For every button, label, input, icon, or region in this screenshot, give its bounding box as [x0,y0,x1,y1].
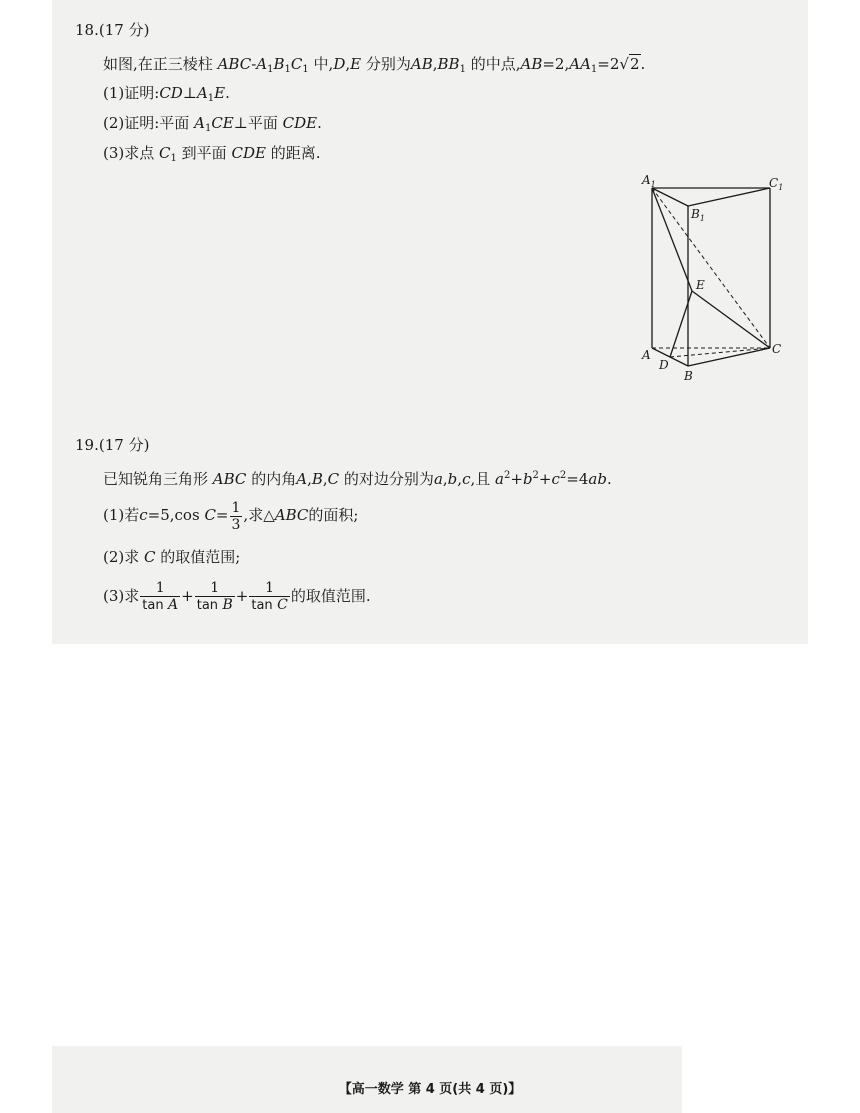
q18-part2: (2)证明:平面 $A_1CE\perp$平面 CDE. [103,114,322,134]
label-c1: $C_1$ [769,176,784,192]
prism-figure [636,170,786,388]
fraction-1-over-tan-c: $\frac{1}{\text{tan C}}$ [251,580,288,613]
label-e: E [696,278,705,292]
label-b1: $B_1$ [691,207,705,223]
label-a: A [642,348,651,362]
q18-points: (17 分) [98,21,150,39]
q18-part1: (1)证明$:CD\perp A_1E$. [103,84,230,104]
q19-points: (17 分) [98,436,150,454]
q18-stem: 如图,在正三棱柱 ABC-$A_1B_1C_1$ 中,D,E 分别为$AB,BB_1$ 的中点$,AB=2,AA_1=2√2$. [103,55,646,75]
q19-part3: (3)求 $\frac{1}{\text{tan A}}$ + $\frac{1}{\text{tan B}}$ + $\frac{1}{\text{tan C}}$ 的取值范围. [103,580,371,613]
q19-part2: (2)求 C 的取值范围; [103,548,241,566]
q19-stem: 已知锐角三角形 ABC 的内角A,B,C 的对边分别为a,b,c,且 $a^2+b^2+c^2=4ab$. [103,470,612,488]
edge-b-c [688,348,770,366]
q18-header [75,20,149,40]
segment-a1-c-hidden [652,188,770,348]
segment-a1-e [652,188,692,291]
segment-e-c [692,291,770,348]
fraction-1-over-tan-b: $\frac{1}{\text{tan B}}$ [196,580,233,613]
page-footer: 【高一数学 第 4 页(共 4 页)】 [338,1082,522,1097]
fraction-one-third: $\frac{1}{3}$ [231,499,241,533]
edge-b1-c1 [688,188,770,206]
segment-d-c-hidden [670,348,770,357]
segment-d-e [670,291,692,357]
label-d: D [659,358,669,372]
label-b: B [684,369,693,383]
q19-header [75,435,149,455]
q18-part3: (3)求点 $C_1$ 到平面 CDE 的距离. [103,144,321,164]
label-c: C [772,342,782,356]
label-a1: $A_1$ [642,173,656,189]
fraction-1-over-tan-a: $\frac{1}{\text{tan A}}$ [142,580,179,613]
q19-part1: (1)若c=5,cos C= $\frac{1}{3}$ ,求△ABC的面积; [103,499,359,533]
q18-number: 18. [75,21,99,39]
q19-number: 19. [75,436,99,454]
